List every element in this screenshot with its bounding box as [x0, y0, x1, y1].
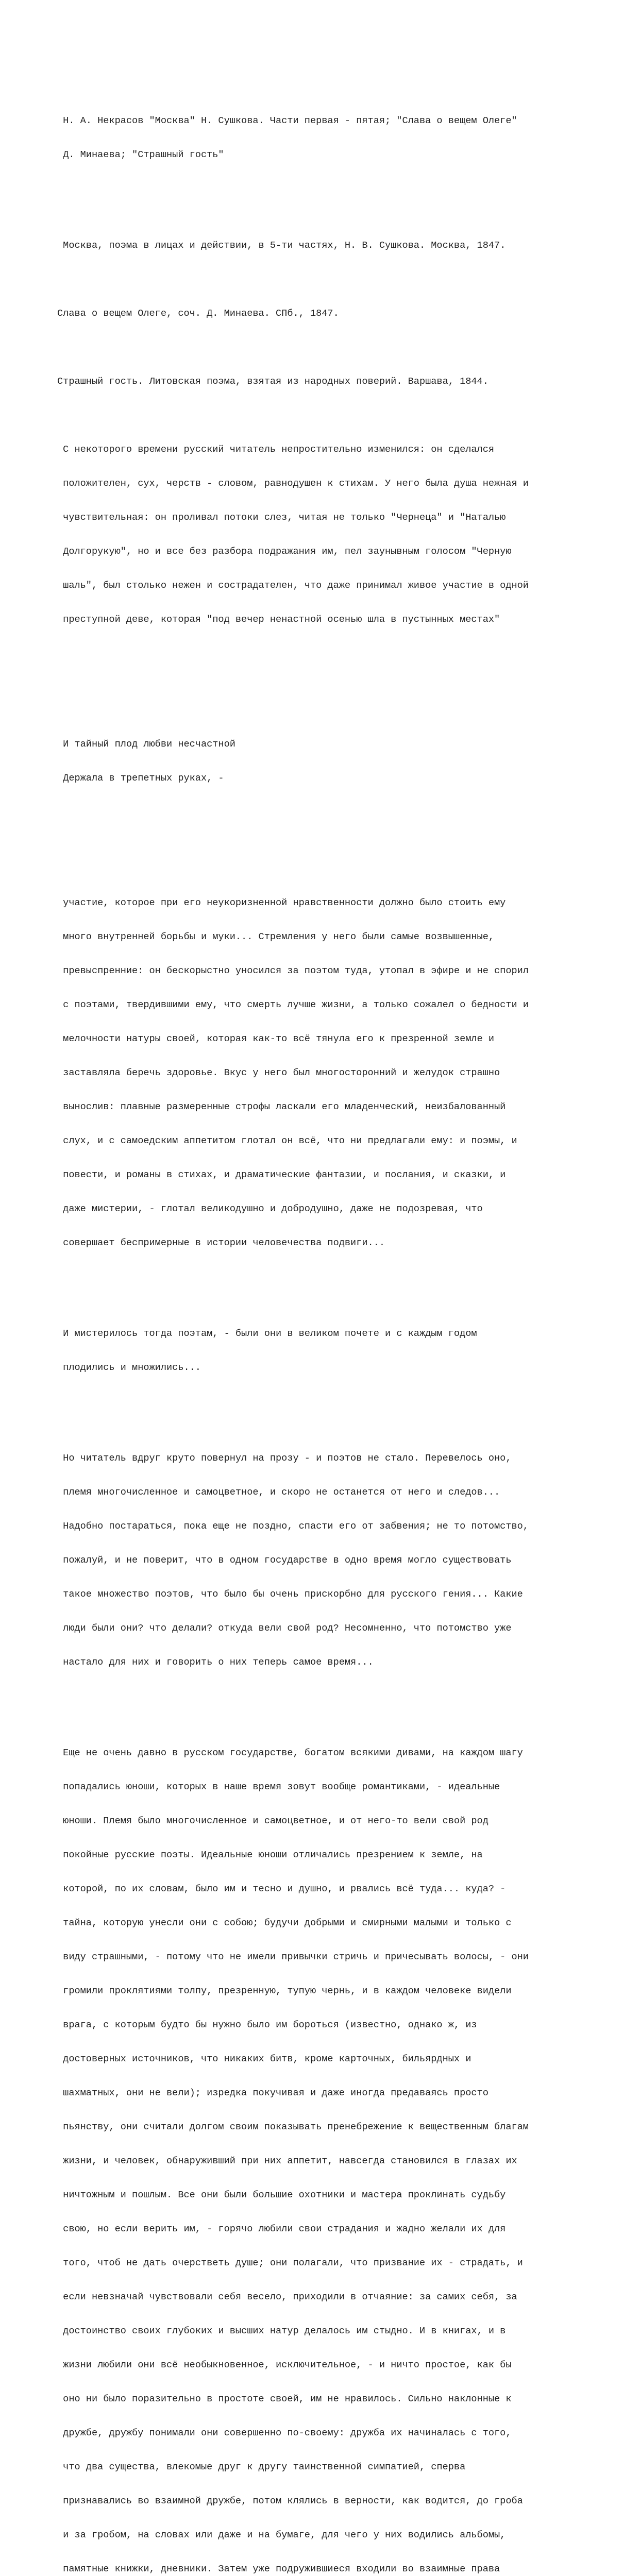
verse-quote	[57, 716, 583, 807]
document-text	[57, 70, 583, 2576]
spacer	[57, 671, 583, 682]
paragraph	[57, 1430, 583, 1691]
text-line: чувствительная: он проливал потоки слез, читая не только "Чернеца" и "Наталью	[57, 512, 506, 523]
text-line: если невзначай чувствовали себя весело, приходили в отчаяние: за самих себя, за	[57, 2292, 517, 2302]
text-line: много внутренней борьбы и муки... Стремления у него были самые возвышенные,	[57, 931, 495, 942]
text-line: памятные книжки, дневники. Затем уже подружившиеся входили во взаимные права	[57, 2564, 500, 2574]
text-line: Но читатель вдруг круто повернул на прозу - и поэтов не стало. Перевелось оно,	[57, 1453, 512, 1464]
text-line: врага, с которым будто бы нужно было им бороться (известно, однако ж, из	[57, 2020, 477, 2030]
text-line: которой, по их словам, было им и тесно и душно, и рвались всё туда... куда? -	[57, 1884, 506, 1894]
text-line: ничтожным и пошлым. Все они были большие охотники и мастера проклинать судьбу	[57, 2190, 506, 2200]
text-line: такое множество поэтов, что было бы очень прискорбно для русского гения... Какие	[57, 1589, 523, 1600]
text-line: с поэтами, твердившими ему, что смерть лучше жизни, а только сожалел о бедности и	[57, 999, 529, 1010]
text-line: оно ни было поразительно в простоте своей, им не нравилось. Сильно наклонные к	[57, 2394, 512, 2404]
text-line: совершает беспримерные в истории человечества подвиги...	[57, 1238, 385, 1248]
text-line: громили проклятиями толпу, презренную, тупую чернь, и в каждом человеке видели	[57, 1986, 512, 1996]
heading	[57, 93, 583, 183]
text-line: тайна, которую унесли они с собою; будучи добрыми и смирными малыми и только с	[57, 1918, 512, 1928]
text-line: того, чтоб не дать очерстветь душе; они полагали, что призвание их - страдать, и	[57, 2258, 523, 2268]
text-line: виду страшными, - потому что не имели привычки стричь и причесывать волосы, - они	[57, 1952, 529, 1962]
text-line: жизни, и человек, обнаруживший при них аппетит, навсегда становился в глазах их	[57, 2156, 517, 2166]
text-line: слух, и с самоедским аппетитом глотал он всё, что ни предлагали ему: и поэмы, и	[57, 1136, 517, 1146]
spacer	[57, 206, 583, 217]
text-line: Долгорукую", но и все без разбора подражания им, пел заунывным голосом "Черную	[57, 546, 512, 557]
text-line: достоинство своих глубоких и высших натур делалось им стыдно. И в книгах, и в	[57, 2326, 506, 2336]
text-line: юноши. Племя было многочисленное и самоцветное, и от него-то вели свой род	[57, 1816, 489, 1826]
text-line: и за гробом, на словах или даже и на бумаге, для чего у них водились альбомы,	[57, 2530, 506, 2540]
paragraph	[57, 1306, 583, 1396]
text-line: заставляла беречь здоровье. Вкус у него был многосторонний и желудок страшно	[57, 1067, 500, 1078]
text-line: пьянству, они считали долгом своим показывать пренебрежение к вещественным благам	[57, 2122, 529, 2132]
text-line: превыспренние: он бескорыстно уносился за поэтом туда, утопал в эфире и не спорил	[57, 965, 529, 976]
heading-line: Н. А. Некрасов "Москва" Н. Сушкова. Части первая - пятая; "Слава о вещем Олеге"	[57, 115, 517, 126]
paragraph	[57, 421, 583, 648]
text-line: участие, которое при его неукоризненной нравственности должно было стоить ему	[57, 897, 506, 908]
citation: Слава о вещем Олеге, соч. Д. Минаева. СПб., 1847.	[57, 308, 339, 319]
text-line: мелочности натуры своей, которая как-то всё тянула его к презренной земле и	[57, 1033, 495, 1044]
citation: Страшный гость. Литовская поэма, взятая из народных поверий. Варшава, 1844.	[57, 376, 489, 387]
text-line: Надобно постараться, пока еще не поздно, спасти его от забвения; не то потомство,	[57, 1521, 529, 1532]
paragraph	[57, 1725, 583, 2576]
text-line: покойные русские поэты. Идеальные юноши отличались презрением к земле, на	[57, 1850, 483, 1860]
text-line: С некоторого времени русский читатель непростительно изменился: он сделался	[57, 444, 495, 455]
verse-line: Держала в трепетных руках, -	[57, 773, 224, 784]
text-line: попадались юноши, которых в наше время зовут вообще романтиками, - идеальные	[57, 1782, 500, 1792]
text-line: вынослив: плавные размеренные строфы ласкали его младенческий, неизбалованный	[57, 1101, 506, 1112]
text-line: даже мистерии, - глотал великодушно и добродушно, даже не подозревая, что	[57, 1204, 483, 1214]
text-line: племя многочисленное и самоцветное, и скоро не останется от него и следов...	[57, 1487, 500, 1498]
spacer	[57, 274, 583, 285]
paragraph	[57, 875, 583, 1272]
text-line: плодились и множились...	[57, 1362, 201, 1373]
text-line: достоверных источников, что никаких битв, кроме карточных, бильярдных и	[57, 2054, 471, 2064]
text-line: положителен, сух, черств - словом, равнодушен к стихам. У него была душа нежная и	[57, 478, 529, 489]
spacer	[57, 829, 583, 841]
spacer	[57, 342, 583, 353]
text-line: жизни любили они всё необыкновенное, исключительное, - и ничто простое, как бы	[57, 2360, 512, 2370]
text-line: свою, но если верить им, - горячо любили свои страдания и жадно желали их для	[57, 2224, 506, 2234]
text-line: шаль", был столько нежен и сострадателен, что даже принимал живое участие в одной	[57, 580, 529, 591]
text-line: признавались во взаимной дружбе, потом клялись в верности, как водится, до гроба	[57, 2496, 523, 2506]
text-line: настало для них и говорить о них теперь самое время...	[57, 1657, 374, 1668]
citation: Москва, поэма в лицах и действии, в 5-ти частях, Н. В. Сушкова. Москва, 1847.	[57, 240, 506, 251]
text-line: преступной деве, которая "под вечер ненастной осенью шла в пустынных местах"	[57, 614, 500, 625]
text-line: шахматных, они не вели); изредка покучивая и даже иногда предаваясь просто	[57, 2088, 489, 2098]
text-line: люди были они? что делали? откуда вели свой род? Несомненно, что потомство уже	[57, 1623, 512, 1634]
text-line: пожалуй, и не поверит, что в одном государстве в одно время могло существовать	[57, 1555, 512, 1566]
text-line: повести, и романы в стихах, и драматические фантазии, и послания, и сказки, и	[57, 1170, 506, 1180]
verse-line: И тайный плод любви несчастной	[57, 739, 235, 750]
text-line: Еще не очень давно в русском государстве, богатом всякими дивами, на каждом шагу	[57, 1748, 523, 1758]
text-line: И мистерилось тогда поэтам, - были они в великом почете и с каждым годом	[57, 1328, 477, 1339]
heading-line: Д. Минаева; "Страшный гость"	[57, 149, 224, 160]
text-line: дружбе, дружбу понимали они совершенно по-своему: дружба их начиналась с того,	[57, 2428, 512, 2438]
text-line: что два существа, влекомые друг к другу таинственной симпатией, сперва	[57, 2462, 466, 2472]
